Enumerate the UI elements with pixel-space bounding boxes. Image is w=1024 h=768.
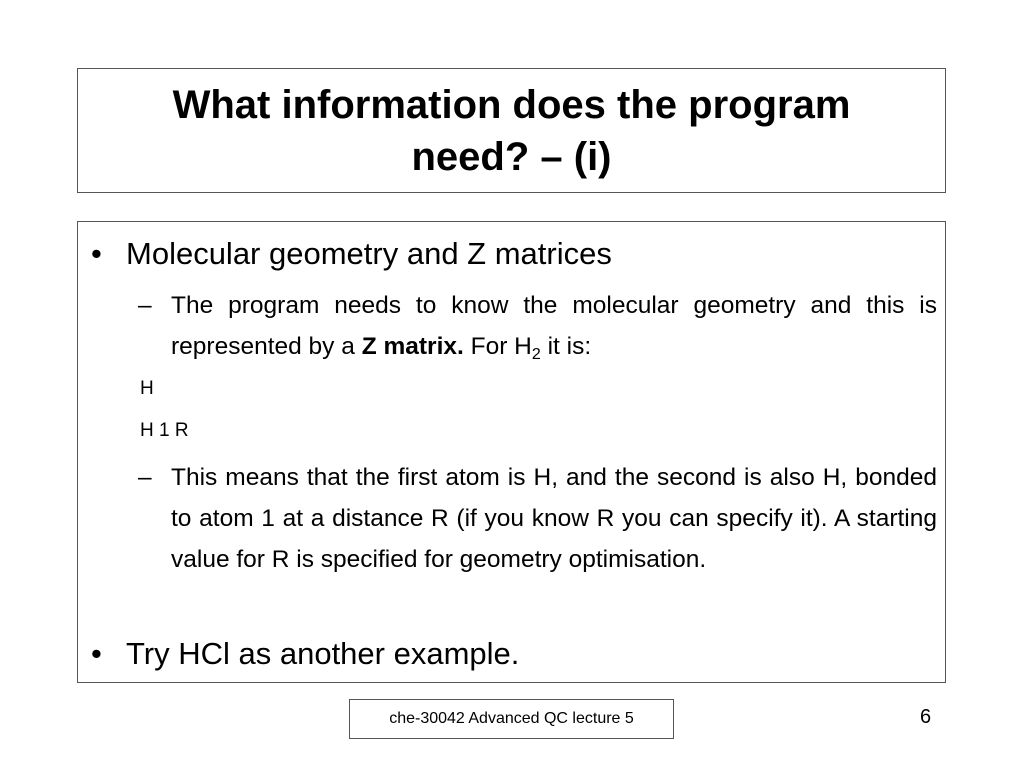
slide-title: What information does the program need? – (i) <box>172 82 851 179</box>
content-box <box>77 221 946 683</box>
page-number: 6 <box>920 706 932 728</box>
title-box <box>77 68 946 193</box>
bullet-text: Try HCl as another example. <box>126 636 520 671</box>
bullet-text: Molecular geometry and Z matrices <box>126 236 612 271</box>
zmatrix-line: H 1 R <box>140 420 189 441</box>
sub-bullet-marker: – <box>138 464 152 491</box>
sub-bullet-item <box>138 457 937 580</box>
text-part: The program needs to know the molecular geometry and this is represented by a <box>171 292 937 360</box>
bullet-marker: • <box>91 236 102 271</box>
text-part: For H <box>463 333 532 360</box>
bold-term: Z matrix. <box>361 333 464 360</box>
sub-bullet-text <box>171 285 937 367</box>
subscript: 2 <box>531 346 541 363</box>
bullet-item <box>91 636 931 672</box>
bullet-item <box>91 236 931 272</box>
bullet-marker: • <box>91 636 102 671</box>
zmatrix-line: H <box>140 378 154 399</box>
sub-bullet-text: This means that the first atom is H, and the second is also H, bonded to atom 1 at a distance R (if you know R you can specify it). A starting value for R is specified for geometry optimisation. <box>171 464 937 573</box>
text-part: it is: <box>540 333 592 360</box>
footer: che-30042 Advanced QC lecture 5 <box>349 699 674 739</box>
sub-bullet-item <box>138 285 937 367</box>
sub-bullet-marker: – <box>138 292 152 319</box>
